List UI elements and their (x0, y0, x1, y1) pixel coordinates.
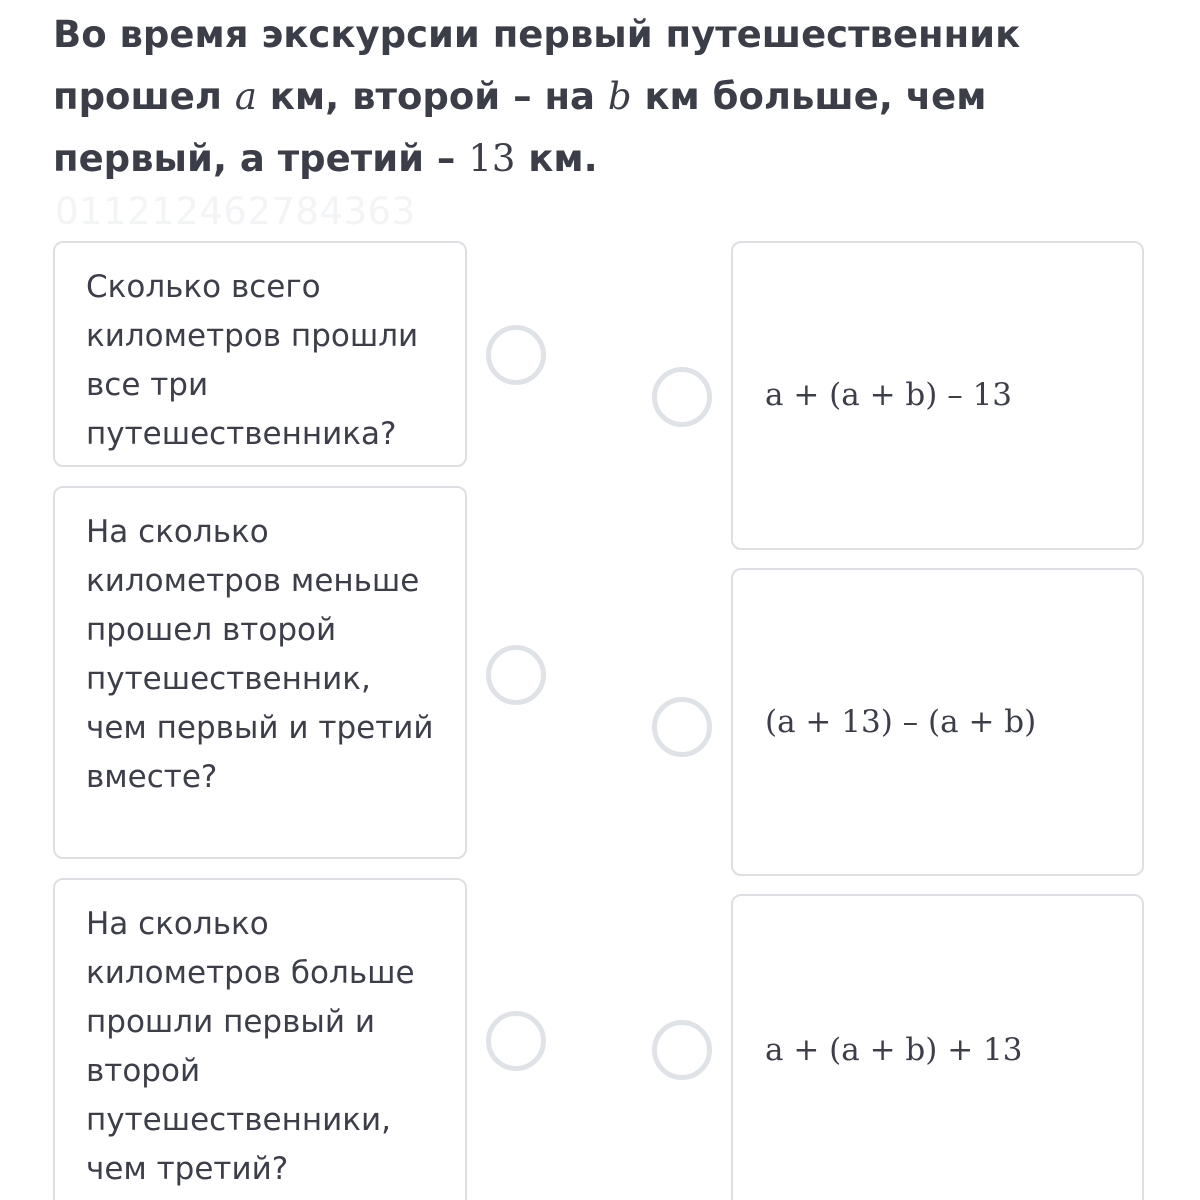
question-text-3: На сколько километров больше прошли первый и второй путешественники, чем третий? (86, 906, 415, 1187)
answer-card-1[interactable] (731, 241, 1144, 550)
answer-expression-3: a + (a + b) + 13 (765, 1032, 1023, 1068)
question-1-connector-radio[interactable] (486, 325, 546, 385)
answer-3-connector-radio[interactable] (652, 1020, 712, 1080)
prompt-text-2: км, второй – на (256, 75, 608, 118)
prompt-num-13: 13 (468, 137, 516, 180)
task-prompt (53, 4, 1173, 190)
answer-1-connector-radio[interactable] (652, 367, 712, 427)
prompt-text-1: Во время экскурсии первый путешественник прошел (53, 13, 1021, 118)
question-text-2: На сколько километров меньше прошел второй путешественник, чем первый и третий вместе? (86, 514, 434, 795)
answer-card-2[interactable] (731, 568, 1144, 876)
answer-expression-2: (a + 13) – (a + b) (765, 704, 1037, 740)
question-2-connector-radio[interactable] (486, 645, 546, 705)
prompt-var-b: b (607, 75, 632, 118)
prompt-var-a: a (234, 75, 257, 118)
question-text-1: Сколько всего километров прошли все три путешественника? (86, 269, 419, 452)
answer-card-3[interactable] (731, 894, 1144, 1200)
question-3-connector-radio[interactable] (486, 1011, 546, 1071)
watermark-id: 0112124627843​63 (55, 190, 416, 233)
question-card-3[interactable] (53, 878, 467, 1200)
prompt-text-4: км. (515, 137, 598, 180)
prompt-text-3: км больше, чем первый, а третий – (53, 75, 987, 180)
answer-expression-1: a + (a + b) – 13 (765, 377, 1013, 413)
question-card-1[interactable] (53, 241, 467, 467)
question-card-2[interactable] (53, 486, 467, 859)
answer-2-connector-radio[interactable] (652, 697, 712, 757)
